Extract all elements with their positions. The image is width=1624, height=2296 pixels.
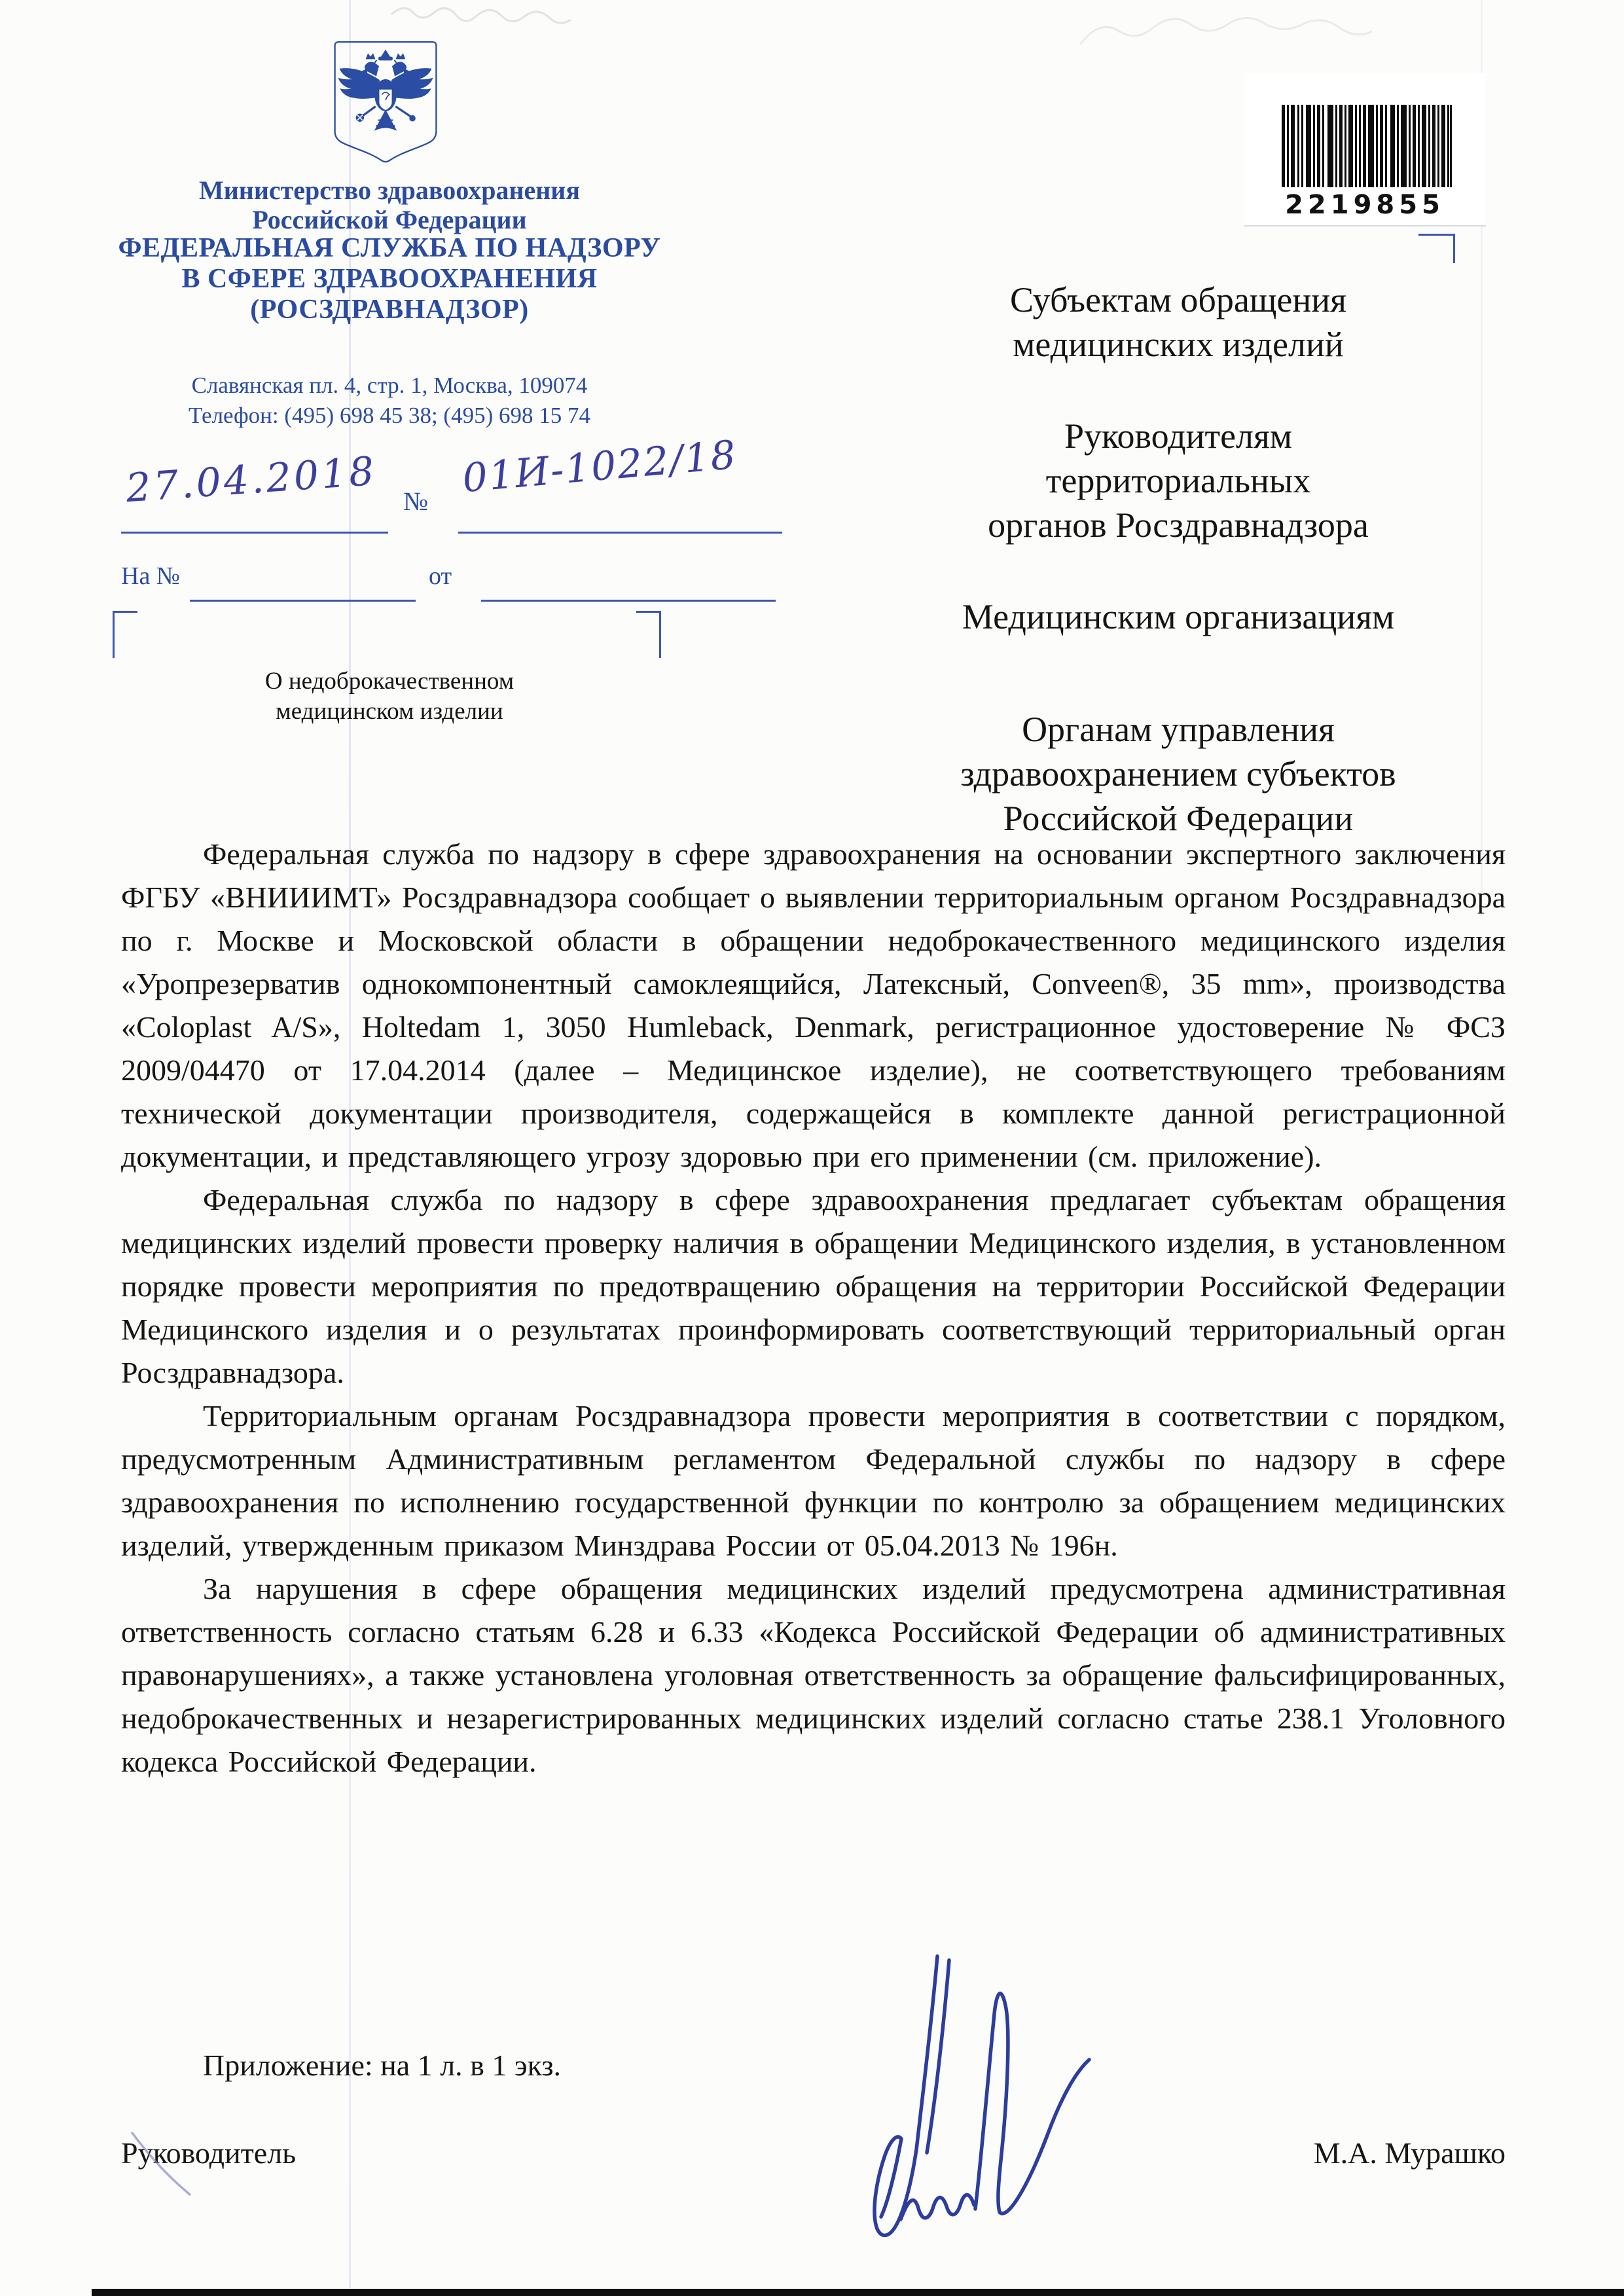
pencil-scribble — [1074, 5, 1401, 64]
address-zone-bracket-left — [113, 611, 137, 658]
recipient-line: органов Росздравнадзора — [988, 505, 1369, 545]
subject-line2: медицинском изделии — [276, 698, 503, 725]
body-paragraph: Федеральная служба по надзору в сфере здравоохранения предлагает субъектам обращения медицинских изделий провести проверку наличия в обращении Медицинского изделия, в установленном порядке провести мероприятия по предотвращению обращения на территории Российской Федерации Медицинского изделия и о результатах проинформировать соответствующий территориальный орган Росздравнадзора. — [121, 1183, 1506, 1389]
body-paragraph: Территориальным органам Росздравнадзора провести мероприятия в соответствии с порядком, предусмотренным Административным регламентом Федеральной службы по надзору в сфере здравоохранения по исполнению государственной функции по контролю за обращением медицинских изделий, утвержденным приказом Минздрава России от 05.04.2013 № 196н. — [121, 1399, 1506, 1562]
letter-body — [121, 833, 1506, 1783]
date-underline — [121, 532, 388, 534]
service-name-line1: ФЕДЕРАЛЬНАЯ СЛУЖБА ПО НАДЗОРУ — [118, 233, 661, 263]
subject-line1: О недоброкачественном — [264, 668, 514, 695]
signer-name: М.А. Мурашко — [1313, 2136, 1506, 2170]
letterhead-address: Славянская пл. 4, стр. 1, Москва, 109074 — [191, 373, 588, 398]
recipient-group-medical-organizations — [851, 594, 1506, 639]
body-paragraph: Федеральная служба по надзору в сфере здравоохранения на основании экспертного заключения ФГБУ «ВНИИИМТ» Росздравнадзора сообщает о выявлении территориальным органом Росздравнадзора по г. Москве и Московской области в обращении недоброкачественного медицинского изделия «Уропрезерватив однокомпонентный самоклеящийся, Латексный, Conveen®, 35 mm», производства «Coloplast A/S», Holtedam 1, 3050 Humleback, Denmark, регистрационное удостоверение № ФСЗ 2009/04470 от 17.04.2014 (далее – Медицинское изделие), не соответствующего требованиям технической документации производителя, содержащейся в комплекте данной регистрационной документации, и представляющего угрозу здоровью при его применении (см. приложение). — [121, 837, 1506, 1173]
recipient-line: территориальных — [1045, 461, 1311, 500]
ministry-name-line2: Российской Федерации — [252, 205, 527, 234]
reply-to-number-label: На № — [121, 562, 181, 590]
reply-number-underline — [190, 600, 416, 602]
recipient-line: Органам управления — [1022, 710, 1335, 749]
number-sign-label: № — [403, 486, 429, 516]
recipient-line: медицинских изделий — [1013, 325, 1344, 364]
service-name-line3: (РОСЗДРАВНАДЗОР) — [250, 295, 529, 325]
subject-line — [164, 666, 615, 727]
ministry-name-line1: Министерство здравоохранения — [199, 175, 580, 205]
body-paragraph: За нарушения в сфере обращения медицинских изделий предусмотрена административная ответственность согласно статьям 6.28 и 6.33 «Кодекса Российской Федерации об административных правонарушениях», а также установлена уголовная ответственность за обращение фальсифицированных, недоброкачественных и незарегистрированных медицинских изделий согласно статье 238.1 Уголовного кодекса Российской Федерации. — [121, 1572, 1506, 1778]
letterhead-phone: Телефон: (495) 698 45 38; (495) 698 15 74 — [189, 403, 590, 428]
address-zone-bracket-right — [636, 611, 661, 658]
recipient-group-territorial-heads — [851, 414, 1506, 547]
reply-from-label: от — [429, 562, 452, 590]
attachment-note: Приложение: на 1 л. в 1 экз. — [203, 2049, 562, 2082]
recipient-line: Российской Федерации — [1003, 799, 1354, 838]
recipient-line: Субъектам обращения — [1009, 280, 1347, 319]
handwritten-date: 27.04.2018 — [124, 448, 378, 512]
recipient-group-health-authorities — [851, 707, 1506, 841]
reply-date-underline — [481, 600, 776, 602]
handwritten-outgoing-number: 01И-1022/18 — [460, 431, 739, 502]
recipient-group-subjects — [851, 278, 1506, 367]
recipient-line: здравоохранением субъектов — [960, 754, 1396, 793]
recipient-line: Руководителям — [1064, 416, 1292, 456]
russia-coat-of-arms-icon — [329, 37, 442, 164]
number-underline — [458, 532, 782, 534]
barcode-label — [1244, 73, 1486, 227]
barcode-icon — [1282, 105, 1452, 187]
stray-ink-mark — [124, 2128, 203, 2203]
signer-title: Руководитель — [121, 2136, 297, 2170]
barcode-number: 2219855 — [1285, 190, 1445, 220]
service-name-line2: В СФЕРЕ ЗДРАВООХРАНЕНИЯ — [181, 264, 598, 294]
address-zone-bracket-top-right — [1418, 234, 1455, 263]
handwritten-signature-icon — [772, 1937, 1113, 2267]
recipient-line: Медицинским организациям — [962, 597, 1395, 636]
scan-edge — [92, 2289, 1624, 2296]
